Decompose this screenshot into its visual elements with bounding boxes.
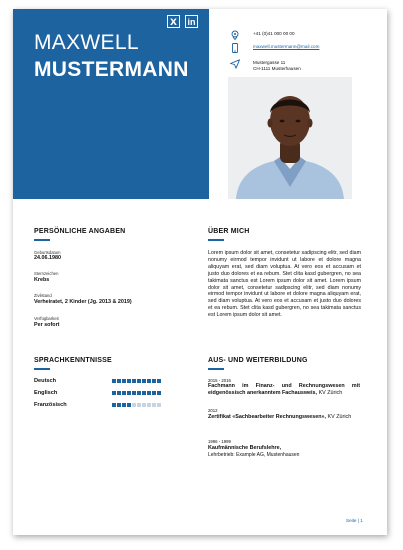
send-icon (230, 59, 240, 69)
education-title: Zertifikat «Sachbearbeiter Rechnungswesen», (208, 414, 327, 420)
education-years: 1996 - 1999 (208, 439, 231, 444)
about-text: Lorem ipsum dolor sit amet, consetetur sadipscing elitr, sed diam nonumy eirmod tempor invidunt ut labore et dolore magna aliquyam erat, sed diam voluptua. At vero eos et accusam et justo duo dolores et ea rebum. Stet clita kasd gubergren, no sea takimata sanctus est Lorem ipsum dolor sit amet. Lorem ipsum dolor sit amet, consetetur sadipscing elitr, sed diam nonumy eirmod tempor invidunt ut labore et dolore magna aliquyam erat, sed diam voluptua. At vero eos et accusam et justo duo dolores et ea rebum. Stet clita kasd gubergren, no sea takimata sanctus est Lorem ipsum dolor sit amet. (208, 250, 361, 319)
level-dot-filled (137, 391, 141, 395)
level-dot-filled (132, 391, 136, 395)
contact-email (253, 44, 319, 50)
level-dot-filled (112, 379, 116, 383)
about-section-title: ÜBER MICH (208, 228, 250, 235)
linkedin-icon[interactable]: in (185, 15, 198, 28)
level-dot-filled (147, 391, 151, 395)
zodiac-value: Krebs (34, 277, 50, 283)
education-title: Kaufmännische Berufslehre, (208, 445, 282, 451)
education-title-underline (208, 368, 224, 370)
level-dot-filled (152, 379, 156, 383)
languages-title-underline (34, 368, 50, 370)
level-dot-filled (127, 391, 131, 395)
page-number: Seite | 1 (346, 518, 363, 523)
level-dot-empty (137, 403, 141, 407)
birthdate-label: Geburtsdatum (34, 250, 61, 255)
personal-title-underline (34, 239, 50, 241)
email-link[interactable]: maxwell.mustermann@mail.com (253, 44, 320, 49)
education-institution: KV Zürich (327, 414, 352, 420)
availability-value: Per sofort (34, 322, 60, 328)
marital-status-value: Verheiratet, 2 Kinder (Jg. 2013 & 2019) (34, 299, 132, 305)
education-title: Fachmann im Finanz- und Rechnungswesen mit eidgenössisch anerkanntem Fachausweis, (208, 383, 360, 396)
level-dot-filled (142, 379, 146, 383)
education-entry (208, 414, 360, 421)
level-dot-filled (117, 403, 121, 407)
cv-page (13, 9, 387, 535)
education-years: 2015 - 2016 (208, 378, 231, 383)
zodiac-label: Sternzeichen (34, 271, 59, 276)
last-name: MUSTERMANN (34, 58, 189, 81)
xing-icon[interactable]: 𝗫 (167, 15, 180, 28)
marital-status-label: Zivilstand (34, 293, 52, 298)
languages-section-title: SPRACHKENNTNISSE (34, 357, 112, 364)
language-level-dots (112, 403, 161, 407)
level-dot-filled (117, 379, 121, 383)
language-name: Englisch (34, 390, 58, 396)
education-institution: KV Zürich (318, 389, 343, 396)
level-dot-filled (117, 391, 121, 395)
level-dot-filled (127, 403, 131, 407)
name-header-block (13, 9, 209, 199)
level-dot-filled (157, 379, 161, 383)
city-text: CH-1111 Musterhausen (253, 66, 301, 71)
level-dot-empty (132, 403, 136, 407)
education-years: 2012 (208, 408, 218, 413)
level-dot-filled (112, 391, 116, 395)
personal-section-title: PERSÖNLICHE ANGABEN (34, 228, 126, 235)
level-dot-filled (127, 379, 131, 383)
level-dot-filled (147, 379, 151, 383)
level-dot-filled (142, 391, 146, 395)
first-name: MAXWELL (34, 31, 139, 54)
language-name: Deutsch (34, 378, 57, 384)
street-text: Mustergasse 11 (253, 60, 286, 65)
level-dot-filled (122, 391, 126, 395)
level-dot-filled (122, 379, 126, 383)
location-pin-icon (230, 30, 240, 40)
level-dot-filled (112, 403, 116, 407)
education-entry (208, 383, 360, 396)
education-section-title: AUS- UND WEITERBILDUNG (208, 357, 308, 364)
level-dot-filled (157, 391, 161, 395)
level-dot-filled (137, 379, 141, 383)
contact-phone (253, 31, 295, 37)
contact-address (253, 60, 301, 72)
language-name: Französisch (34, 402, 67, 408)
birthdate-value: 24.06.1980 (34, 255, 61, 261)
phone-icon (230, 43, 240, 53)
language-level-dots (112, 379, 161, 383)
level-dot-filled (132, 379, 136, 383)
education-institution: Lehrbetrieb: Example AG, Mustenhausen (208, 452, 300, 458)
level-dot-empty (147, 403, 151, 407)
portrait-photo (228, 77, 352, 199)
level-dot-empty (157, 403, 161, 407)
availability-label: Verfügbarkeit (34, 316, 59, 321)
level-dot-empty (152, 403, 156, 407)
language-level-dots (112, 391, 161, 395)
level-dot-filled (122, 403, 126, 407)
about-title-underline (208, 239, 224, 241)
phone-text: +41 (0)41 000 00 00 (253, 31, 295, 36)
level-dot-filled (152, 391, 156, 395)
level-dot-empty (142, 403, 146, 407)
